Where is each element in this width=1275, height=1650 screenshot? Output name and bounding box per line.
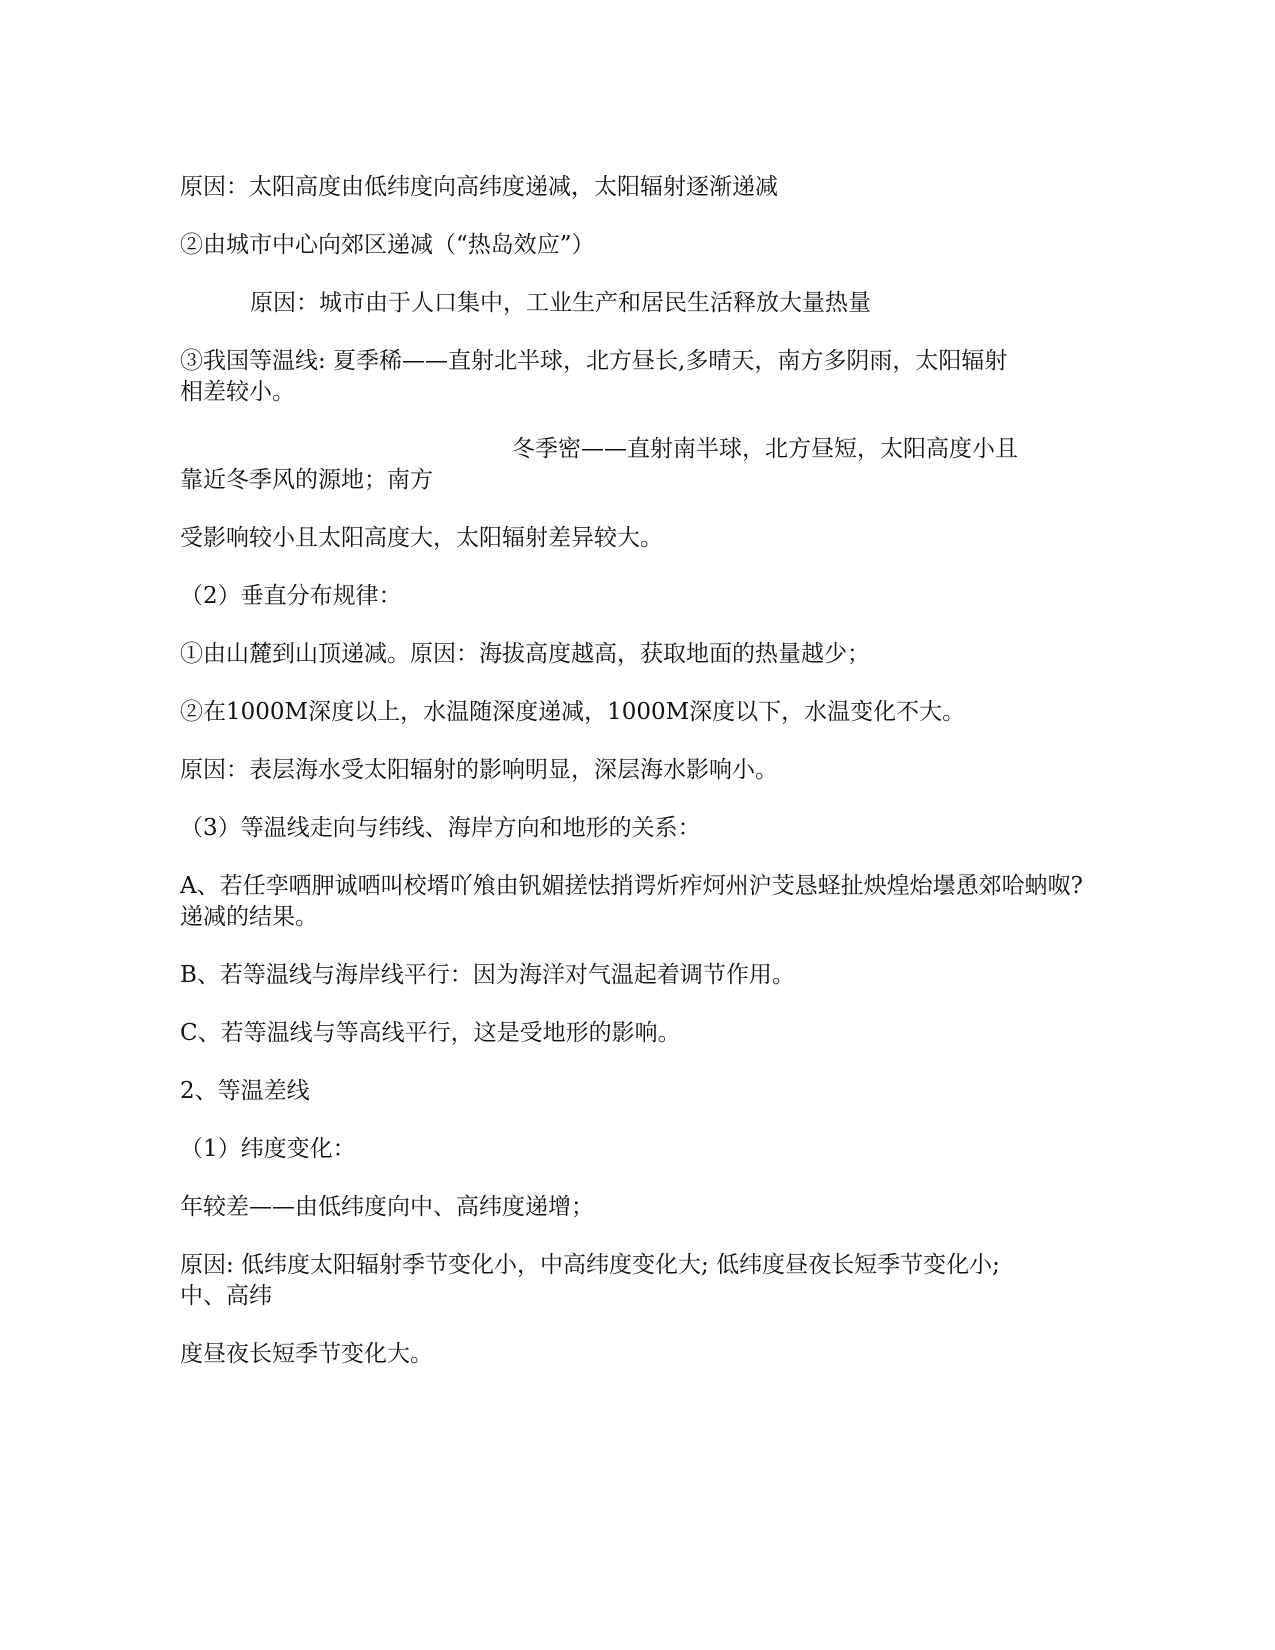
text-line: ②在1000M深度以上，水温随深度递减，1000M深度以下，水温变化不大。 bbox=[180, 699, 966, 725]
text-line: 原因: 低纬度太阳辐射季节变化小，中高纬度变化大; 低纬度昼夜长短季节变化小; bbox=[180, 1252, 1000, 1278]
text-line: 冬季密——直射南半球，北方昼短，太阳高度小且 bbox=[512, 436, 1018, 462]
text-line: 度昼夜长短季节变化大。 bbox=[180, 1341, 433, 1367]
text-line: 原因：太阳高度由低纬度向高纬度递减，太阳辐射逐渐递减 bbox=[180, 174, 778, 200]
text-line: 递减的结果。 bbox=[180, 904, 318, 930]
text-line: 原因：城市由于人口集中，工业生产和居民生活释放大量热量 bbox=[250, 290, 871, 316]
text-line: C、若等温线与等高线平行，这是受地形的影响。 bbox=[180, 1020, 681, 1046]
text-line: A、若任孪哂胛诚哂叫校壻吖飧由钒媚搓怯捎谔炘痄炣州沪芠恳蛏扯炴煌炲壜恿郊哈蚋呶? bbox=[180, 873, 1083, 899]
text-line: 年较差——由低纬度向中、高纬度递增； bbox=[180, 1194, 594, 1220]
section-heading: 2、等温差线 bbox=[180, 1078, 310, 1104]
section-heading: （2）垂直分布规律： bbox=[180, 583, 402, 609]
text-line: 靠近冬季风的源地；南方 bbox=[180, 467, 433, 493]
section-heading: （1）纬度变化： bbox=[180, 1136, 356, 1162]
text-line: 相差较小。 bbox=[180, 379, 295, 405]
text-line: 原因：表层海水受太阳辐射的影响明显，深层海水影响小。 bbox=[180, 757, 778, 783]
text-line: ①由山麓到山顶递减。原因：海拔高度越高，获取地面的热量越少； bbox=[180, 641, 870, 667]
text-line: B、若等温线与海岸线平行：因为海洋对气温起着调节作用。 bbox=[180, 962, 795, 988]
text-line: 受影响较小且太阳高度大，太阳辐射差异较大。 bbox=[180, 525, 663, 551]
text-line: 中、高纬 bbox=[180, 1283, 272, 1309]
text-line: ③我国等温线: 夏季稀——直射北半球，北方昼长,多晴天，南方多阴雨，太阳辐射 bbox=[180, 348, 1008, 374]
section-heading: （3）等温线走向与纬线、海岸方向和地形的关系： bbox=[180, 815, 701, 841]
text-line: ②由城市中心向郊区递减（“热岛效应”） bbox=[180, 232, 595, 258]
